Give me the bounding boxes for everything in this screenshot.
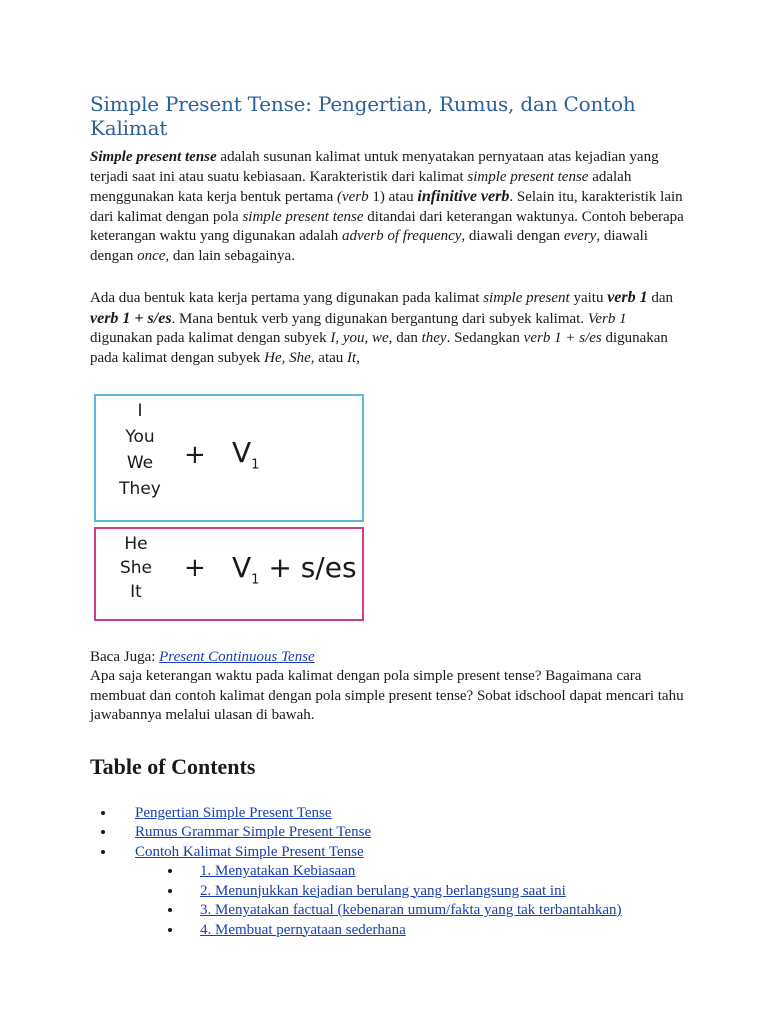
toc-sublist xyxy=(135,862,690,940)
article-title: Simple Present Tense: Pengertian, Rumus, dan Contoh Kalimat xyxy=(90,92,636,140)
plus-sign: + xyxy=(184,553,206,583)
article xyxy=(90,92,690,940)
formula-v1-ses: $V_1 + s/es$ xyxy=(232,551,357,588)
term-simple-present-tense: Simple present tense xyxy=(90,149,217,165)
pronoun-list: I You We They xyxy=(119,401,161,499)
plus-sign: + xyxy=(184,440,206,470)
toc-link-rumus[interactable]: Rumus Grammar Simple Present Tense xyxy=(135,824,372,840)
list-item xyxy=(183,901,690,921)
formula-v1: $V_1$ xyxy=(232,436,260,473)
read-also-link[interactable]: Present Continuous Tense xyxy=(159,649,315,665)
list-item xyxy=(183,921,690,941)
term-verb-1: verb 1 xyxy=(607,289,648,306)
list-item xyxy=(183,882,690,902)
toc-heading: Table of Contents xyxy=(90,753,256,779)
term-infinitive-verb: infinitive verb xyxy=(417,188,510,205)
toc-link-factual[interactable]: 3. Menyatakan factual (kebenaran umum/fakta yang tak terbantahkan) xyxy=(200,902,622,918)
toc-link-sederhana[interactable]: 4. Membuat pernyataan sederhana xyxy=(200,921,406,938)
toc-link-kebiasaan[interactable]: 1. Menyatakan Kebiasaan xyxy=(200,863,356,879)
toc-link-contoh[interactable]: Contoh Kalimat Simple Present Tense xyxy=(135,843,364,860)
list-item xyxy=(116,804,690,824)
list-item xyxy=(116,843,690,941)
toc-link-berulang[interactable]: 2. Menunjukkan kejadian berulang yang berlangsung saat ini xyxy=(200,882,566,899)
toc-link-pengertian[interactable]: Pengertian Simple Present Tense xyxy=(135,804,332,821)
question-paragraph: Apa saja keterangan waktu pada kalimat dengan pola simple present tense? Bagaimana cara membuat dan contoh kalimat dengan pola simple present tense? Sobat idschool dapat mencari tahu jawabannya melalui ulasan di bawah. xyxy=(90,668,684,723)
verb-forms-paragraph: Ada dua bentuk kata kerja pertama yang digunakan pada kalimat simple present yaitu verb 1 dan verb 1 + s/es. Mana bentuk verb yang digunakan bergantung dari subyek kalimat. Verb 1 digunakan pada kalimat dengan subyek I, you, we, dan they. Sedangkan verb 1 + s/es digunakan pada kalimat dengan subyek He, She, atau It, xyxy=(90,289,674,366)
formula-figure xyxy=(90,394,368,622)
intro-paragraph: Simple present tense adalah susunan kalimat untuk menyatakan pernyataan atas kejadian yang terjadi saat ini atau suatu kebiasaan. Karakteristik dari kalimat simple present tense adalah menggunakan kata kerja bentuk pertama (verb 1) atau infinitive verb. Selain itu, karakteristik lain dari kalimat dengan pola simple present tense ditandai dari keterangan waktunya. Contoh beberapa keterangan waktu yang digunakan adalah adverb of frequency, diawali dengan every, diawali dengan once, dan lain sebagainya. xyxy=(90,149,684,264)
formula-box-plural xyxy=(94,394,364,522)
read-also: Baca Juga: Present Continuous Tense xyxy=(90,649,315,665)
toc-list xyxy=(90,804,690,941)
pronoun-list: He She It xyxy=(119,534,153,602)
term-verb-1-ses: verb 1 + s/es xyxy=(90,309,172,327)
formula-box-singular xyxy=(94,527,364,621)
list-item xyxy=(183,862,690,882)
list-item xyxy=(116,823,690,843)
